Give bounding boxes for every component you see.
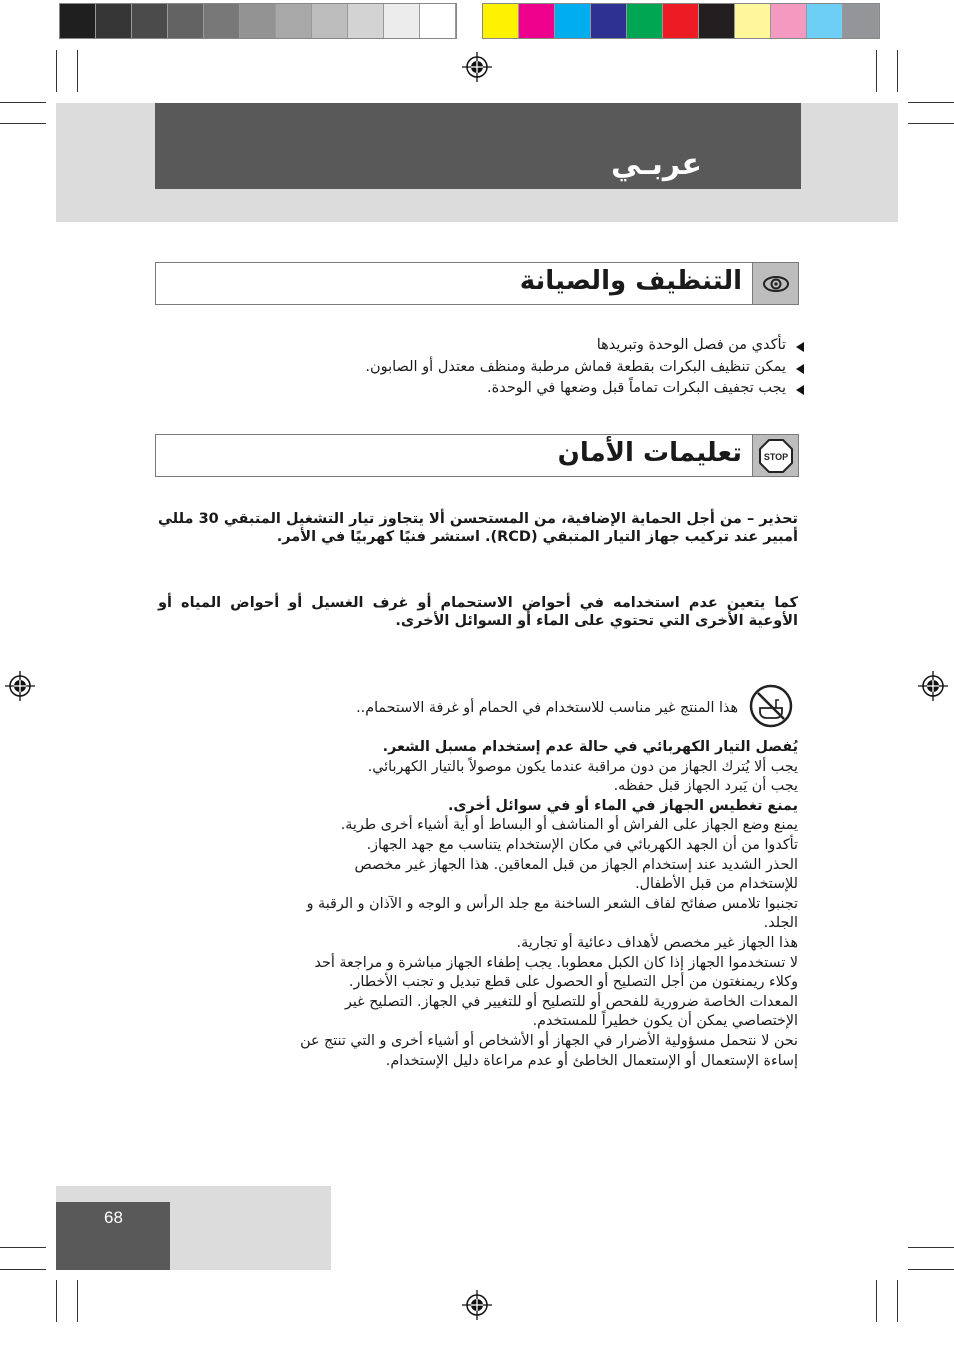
crop-mark: [908, 123, 954, 124]
color-swatch: [348, 4, 384, 38]
color-swatch: [735, 4, 771, 38]
bullet-arrow-icon: [796, 342, 804, 352]
safety-line: إساءة الإستعمال أو الإستعمال الخاطئ أو عدم مراعاة دليل الإستخدام.: [385, 1052, 798, 1069]
eye-icon: [752, 263, 798, 304]
safety-line: تأكدوا من أن الجهد الكهربائي في مكان الإستخدام يتناسب مع جهد الجهاز.: [366, 837, 798, 853]
registration-mark-icon: [462, 1290, 492, 1320]
crop-mark: [77, 50, 78, 92]
crop-mark: [876, 1280, 877, 1322]
safety-line: نحن لا نتحمل مسؤولية الأضرار في الجهاز أو الأشخاص أو أشياء أخرى و التي تنتج عن: [300, 1033, 798, 1049]
crop-mark: [897, 50, 898, 92]
svg-text:STOP: STOP: [763, 451, 788, 462]
color-swatch: [420, 4, 456, 38]
crop-mark: [876, 50, 877, 92]
safety-line: الجلد.: [763, 915, 798, 932]
color-swatch: [699, 4, 735, 38]
safety-line: يُفصل التيار الكهربائي في حالة عدم إستخدام مسبل الشعر.: [382, 739, 798, 755]
safety-line: المعدات الخاصة ضرورية للفحص أو للتصليح أو للتغيير في الجهاز. التصليح غير: [344, 993, 798, 1010]
color-swatch: [312, 4, 348, 38]
warning-paragraph: تحذير – من أجل الحماية الإضافية، من المستحسن ألا يتجاوز تيار التشغيل المتبقي 30 مللي أمبير عند تركيب جهاز التيار المتبقي (RCD). استشر فنيًا كهربيًا في الأمر.: [158, 511, 798, 545]
color-swatch: [555, 4, 591, 38]
color-swatch: [384, 4, 420, 38]
section-title: تعليمات الأمان: [557, 438, 742, 468]
color-swatch: [483, 4, 519, 38]
color-swatch: [627, 4, 663, 38]
registration-mark-icon: [462, 52, 492, 82]
language-title: عربـي: [610, 147, 702, 182]
section-title: التنظيف والصيانة: [519, 266, 742, 296]
crop-mark: [908, 102, 954, 103]
stop-icon: [752, 435, 798, 476]
crop-mark: [0, 1247, 46, 1248]
safety-line: يمنع تغطيس الجهاز في الماء أو في سوائل أخرى.: [447, 797, 798, 814]
color-swatch: [276, 4, 312, 38]
safety-line: لا تستخدموا الجهاز إذا كان الكبل معطوبا. يجب إطفاء الجهاز مباشرة و مراجعة أحد: [314, 954, 798, 971]
crop-mark: [56, 50, 57, 92]
safety-line: وكلاء ريمنغتون من أجل التصليح أو الحصول على قطع تبديل و تجنب الأخطار.: [348, 974, 798, 991]
color-swatch: [663, 4, 699, 38]
crop-mark: [908, 1247, 954, 1248]
list-item: يجب تجفيف البكرات تماماً قبل وضعها في الوحدة.: [487, 380, 786, 396]
crop-mark: [0, 123, 46, 124]
crop-mark: [0, 102, 46, 103]
safety-line: هذا الجهاز غير مخصص لأهداف دعائية أو تجارية.: [516, 935, 798, 951]
color-swatch: [60, 4, 96, 38]
crop-mark: [897, 1280, 898, 1322]
crop-mark: [56, 1280, 57, 1322]
safety-line: يجب ألا يُترك الجهاز من دون مراقبة عندما يكون موصولاً بالتيار الكهربائي.: [367, 758, 798, 775]
safety-line: الحذر الشديد عند إستخدام الجهاز من قبل المعاقين. هذا الجهاز غير مخصص: [354, 856, 798, 873]
safety-line: يمنع وضع الجهاز على الفراش أو المناشف أو البساط أو أية أشياء أخرى طرية.: [340, 817, 798, 834]
color-swatch: [240, 4, 276, 38]
process-color-bar: [482, 3, 880, 39]
header-box: [155, 103, 801, 189]
safety-line: للإستخدام من قبل الأطفال.: [635, 876, 798, 893]
safety-line: الإختصاصي يمكن أن يكون خطيراً للمستخدم.: [532, 1013, 798, 1030]
color-swatch: [96, 4, 132, 38]
safety-line: تجنبوا تلامس صفائح لفاف الشعر الساخنة مع جلد الرأس و الوجه و الآذان و الرقبة و: [306, 895, 798, 912]
grayscale-color-bar: [59, 3, 457, 39]
color-swatch: [168, 4, 204, 38]
color-swatch: [132, 4, 168, 38]
color-swatch: [519, 4, 555, 38]
cleaning-section-header: [155, 262, 799, 305]
crop-mark: [77, 1280, 78, 1322]
safety-section-header: [155, 434, 799, 477]
color-swatch: [771, 4, 807, 38]
registration-mark-icon: [5, 671, 35, 701]
safety-line: يجب أن يَبرد الجهاز قبل حفظه.: [613, 778, 798, 795]
bullet-arrow-icon: [796, 385, 804, 395]
no-bath-text: هذا المنتج غير مناسب للاستخدام في الحمام أو غرفة الاستحمام..: [356, 700, 738, 716]
bath-warning-paragraph: كما يتعين عدم استخدامه في أحواض الاستحمام أو غرف الغسيل أو أحواض المياه أو الأوعية الأخرى التي تحتوي على الماء أو السوائل الأخرى.: [158, 595, 798, 629]
no-bath-icon: [748, 683, 794, 729]
crop-mark: [0, 1269, 46, 1270]
registration-mark-icon: [918, 671, 948, 701]
page-number: 68: [104, 1208, 123, 1227]
color-swatch: [591, 4, 627, 38]
color-swatch: [843, 4, 879, 38]
color-swatch: [204, 4, 240, 38]
crop-mark: [908, 1269, 954, 1270]
color-swatch: [807, 4, 843, 38]
bullet-arrow-icon: [796, 364, 804, 374]
list-item: يمكن تنظيف البكرات بقطعة قماش مرطبة ومنظف معتدل أو الصابون.: [365, 359, 786, 375]
list-item: تأكدي من فصل الوحدة وتبريدها: [596, 337, 786, 353]
